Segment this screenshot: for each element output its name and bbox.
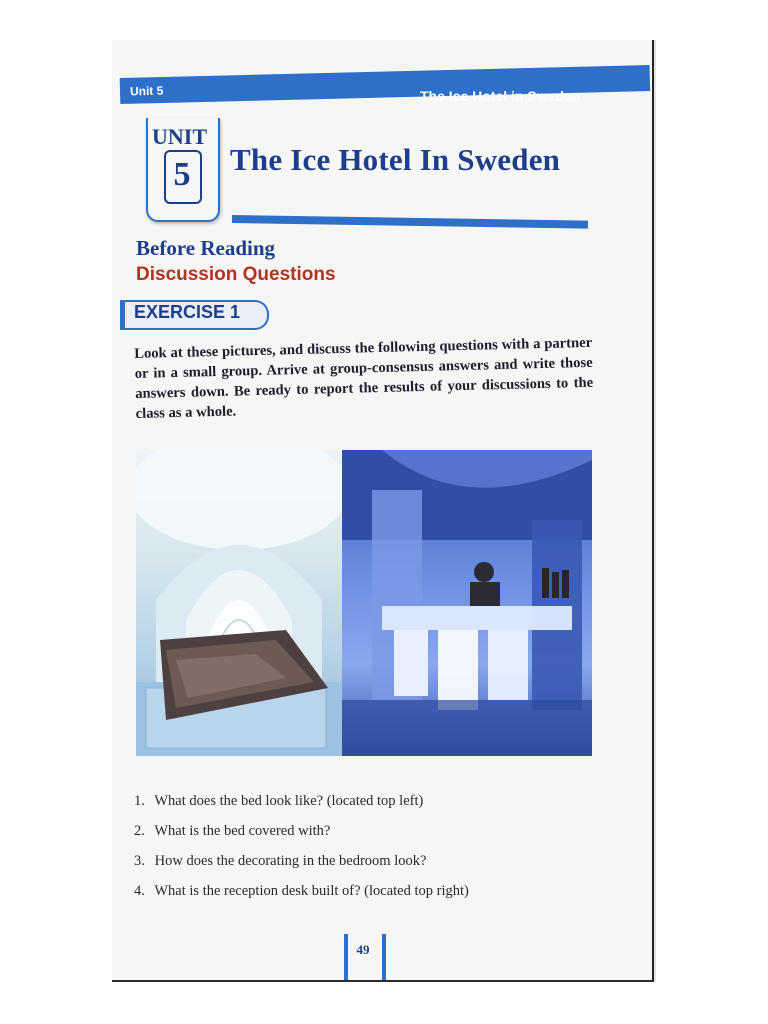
ice-reception-illustration — [342, 450, 592, 756]
question-number: 1. — [134, 793, 145, 809]
exercise-label: EXERCISE 1 — [134, 302, 241, 322]
list-item — [134, 846, 469, 876]
question-text: How does the decorating in the bedroom look? — [154, 853, 427, 869]
chapter-title: The Ice Hotel In Sweden — [230, 142, 561, 177]
list-item — [134, 786, 469, 816]
question-number: 2. — [134, 823, 145, 839]
list-item — [134, 816, 469, 846]
list-item — [134, 876, 469, 906]
exercise-instructions: Look at these pictures, and discuss the following questions with a partner or in a small group. Arrive at group-consensus answers and write those answers down. Be ready to report the results of your discussions to the class as a whole. — [134, 334, 594, 422]
question-number: 3. — [134, 853, 145, 869]
page-number: 49 — [356, 942, 370, 957]
header-running-title: The Ice Hotel in Sweden — [420, 88, 581, 104]
page-bottom-edge — [112, 980, 654, 982]
question-list — [134, 786, 469, 906]
header-unit-label: Unit 5 — [129, 83, 164, 99]
unit-badge-number: 5 — [173, 156, 191, 193]
page-edge — [652, 40, 654, 982]
discussion-questions-heading: Discussion Questions — [136, 264, 336, 285]
question-text: What is the reception desk built of? (located top right) — [154, 883, 469, 899]
unit-badge-word: UNIT — [152, 124, 208, 149]
question-text: What does the bed look like? (located top left) — [154, 793, 424, 809]
question-number: 4. — [134, 883, 145, 899]
question-text: What is the bed covered with? — [154, 823, 331, 839]
ice-bedroom-photo — [136, 450, 342, 756]
ice-reception-photo — [342, 450, 592, 756]
ice-bedroom-illustration — [136, 450, 342, 756]
before-reading-heading: Before Reading — [136, 236, 276, 260]
